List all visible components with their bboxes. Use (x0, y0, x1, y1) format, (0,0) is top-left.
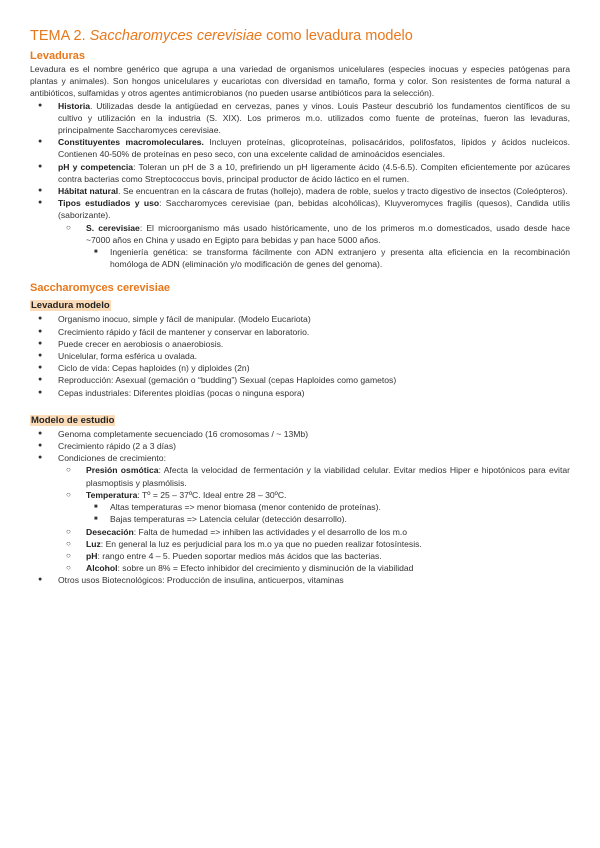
list-item: ■ Bajas temperaturas => Latencia celular (detección desarrollo). (86, 513, 570, 525)
list-item: ● Otros usos Biotecnológicos: Producción de insulina, anticuerpos, vitaminas (30, 574, 570, 586)
condition-alcohol: ○ Alcohol: sobre un 8% = Efecto inhibidor del crecimiento y disminución de la viabilidad (58, 562, 570, 574)
section-heading-levaduras: Levaduras (30, 50, 86, 62)
list-item: ● Reproducción: Asexual (gemación o “budding”) Sexual (cepas Haploides como gametos) (30, 374, 570, 386)
list-item: ● Organismo inocuo, simple y fácil de manipular. (Modelo Eucariota) (30, 313, 570, 325)
condition-ph: ○ pH: rango entre 4 – 5. Pueden soportar medios más ácidos que las bacterias. (58, 550, 570, 562)
title-prefix: TEMA 2. (30, 28, 90, 44)
condition-temperatura: ○ Temperatura: Tº = 25 – 37ºC. Ideal entre 28 – 30ºC. (58, 489, 570, 501)
list-item: ● Hábitat natural. Se encuentran en la cáscara de frutas (hollejo), madera de roble, suelos y tracto digestivo de insectos (Coleópteros). (30, 185, 570, 197)
cerevisiae-sublist (58, 222, 570, 246)
list-item: ○ S. cerevisiae: El microorganismo más usado históricamente, uno de los primeros m.o domesticados, usado desde hace ~7000 años en China y usado en Egipto para bebidas y pan hace 5000 años. (58, 222, 570, 246)
modelo-estudio-list (30, 428, 570, 465)
list-item: ● Cepas industriales: Diferentes ploidías (pocas o ninguna espora) (30, 387, 570, 399)
list-item: ● Crecimiento rápido y fácil de mantener y conservar en laboratorio. (30, 326, 570, 338)
list-item: ● Condiciones de crecimiento: (30, 452, 570, 464)
genetic-engineering-sublist (86, 246, 570, 270)
levaduras-list (30, 100, 570, 222)
condition-desecacion: ○ Desecación: Falta de humedad => inhiben las actividades y el desarrollo de los m.o (58, 526, 570, 538)
title-species: Saccharomyces cerevisiae (89, 28, 263, 44)
list-item: ● Ciclo de vida: Cepas haploides (n) y diploides (2n) (30, 362, 570, 374)
list-item: ● Genoma completamente secuenciado (16 cromosomas / ~ 13Mb) (30, 428, 570, 440)
highlight-levadura-modelo: Levadura modelo (31, 300, 110, 312)
intro-paragraph: Levadura es el nombre genérico que agrupa a una variedad de organismos unicelulares (especies inocuas y especies patógenas para plantas y animales). Son hongos unicelulares y eucariotas con diversidad en tamaño, forma y color. Son resistentes de forma natural a antibióticos, sulfamidas y otros agentes antimicrobianos (no pueden usarse antibióticos para la selección). (30, 64, 570, 99)
title-suffix: como levadura modelo (262, 28, 413, 44)
list-item: ■ Ingeniería genética: se transforma fácilmente con ADN extranjero y presenta alta eficiencia en la recombinación homóloga de ADN (eliminación y/o modificación de genes del genoma). (86, 246, 570, 270)
list-item: ● pH y competencia: Toleran un pH de 3 a 10, prefiriendo un pH ligeramente ácido (4.5-6.5). Compiten eficientemente por azúcares contra bacterias como Streptococcus bovis, principal productor de ácido láctico en el rumen. (30, 161, 570, 185)
conditions-list (58, 464, 570, 501)
list-item: ● Puede crecer en aerobiosis o anaerobiosis. (30, 338, 570, 350)
list-item: ● Tipos estudiados y uso: Saccharomyces cerevisiae (pan, bebidas alcohólicas), Kluyveromyces fragilis (quesos), Candida utilis (saborizante). (30, 197, 570, 221)
list-item: ● Historia. Utilizadas desde la antigüedad en cervezas, panes y vinos. Louis Pasteur descubrió los fundamentos científicos de su cultivo y utilización en la industria (S. XIX). Los primeros m.o. utilizados como fuente de proteínas, fueron las levaduras, principalmente Saccharomyces cerevisiae. (30, 100, 570, 137)
list-item: ■ Altas temperaturas => menor biomasa (menor contenido de proteínas). (86, 501, 570, 513)
list-item: ● Crecimiento rápido (2 a 3 días) (30, 440, 570, 452)
temperature-sublist (86, 501, 570, 525)
levadura-modelo-list (30, 313, 570, 398)
list-item: ● Constituyentes macromoleculares. Incluyen proteínas, glicoproteínas, polisacáridos, polifosfatos, lípidos y ácidos nucleicos. Contienen 40-50% de proteínas en peso seco, con una excelente calidad de aminoácidos esenciales. (30, 136, 570, 160)
conditions-list-continued (58, 526, 570, 575)
highlight-modelo-estudio: Modelo de estudio (31, 414, 115, 426)
list-item: ● Unicelular, forma esférica u ovalada. (30, 350, 570, 362)
page-title (30, 28, 570, 45)
section-heading-saccharomyces: Saccharomyces cerevisiae (30, 282, 171, 295)
condition-presion: ○ Presión osmótica: Afecta la velocidad de fermentación y la viabilidad celular. Evitar medios Hiper e hipotónicos para evitar plasmoptisis y plasmólisis. (58, 464, 570, 488)
other-uses-list (30, 574, 570, 586)
condition-luz: ○ Luz: En general la luz es perjudicial para los m.o ya que no pueden realizar fotosíntesis. (58, 538, 570, 550)
